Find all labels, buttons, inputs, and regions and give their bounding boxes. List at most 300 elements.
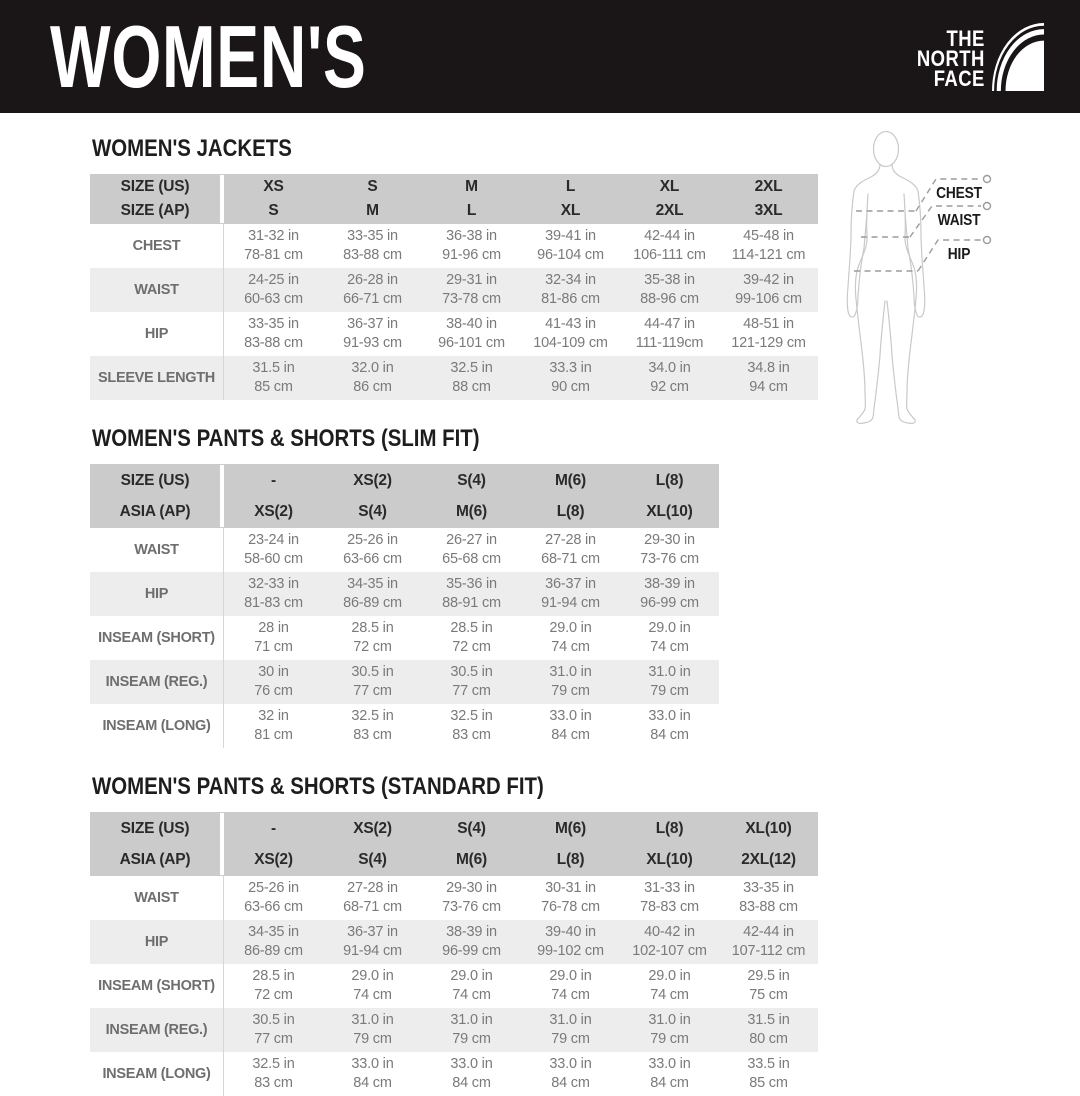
value-inches: 31-33 in [644,880,695,896]
value-cm: 91-96 cm [442,247,501,263]
measurement-cell [224,964,323,1008]
value-cm: 84 cm [551,1075,590,1091]
size-header-cell: XS(2) [353,820,392,837]
measurement-cell [422,1008,521,1052]
value-inches: 31.5 in [747,1012,790,1028]
measurement-cell [224,1052,323,1096]
size-header-cell: 2XL(12) [741,851,796,868]
value-cm: 81 cm [254,727,293,743]
value-cm: 88-96 cm [640,291,699,307]
value-cm: 92 cm [650,379,689,395]
value-inches: 36-37 in [347,924,398,940]
value-inches: 40-42 in [644,924,695,940]
row-label: INSEAM (SHORT) [90,616,224,660]
value-cm: 81-83 cm [244,595,303,611]
row-label: INSEAM (LONG) [90,1052,224,1096]
value-inches: 29.5 in [747,968,790,984]
value-inches: 31.0 in [648,1012,691,1028]
value-cm: 96-99 cm [442,943,501,959]
value-cm: 60-63 cm [244,291,303,307]
value-cm: 96-101 cm [438,335,505,351]
measurement-cell [323,268,422,312]
value-inches: 36-38 in [446,228,497,244]
table-title-slim-fit: WOMEN'S PANTS & SHORTS (SLIM FIT) [92,425,480,452]
measurement-cell [521,1008,620,1052]
table-title-jackets: WOMEN'S JACKETS [92,135,292,162]
measurement-cell [422,660,521,704]
value-inches: 35-38 in [644,272,695,288]
value-inches: 24-25 in [248,272,299,288]
value-inches: 33-35 in [248,316,299,332]
value-cm: 83-88 cm [343,247,402,263]
size-header-cell: L(8) [556,851,585,868]
measurement-cell [323,704,422,748]
measurement-cell [422,876,521,920]
measurement-cell [620,356,719,400]
measurement-cell [422,704,521,748]
size-header-cell: - [271,472,276,489]
size-header-cell: M [465,178,478,195]
slim-fit-size-table [90,464,719,748]
measurement-cell [521,1052,620,1096]
tables-column [90,113,830,1096]
measurement-cell [422,268,521,312]
size-header-cell: S(4) [358,503,387,520]
value-cm: 83 cm [254,1075,293,1091]
value-cm: 84 cm [551,727,590,743]
measurement-cell [521,224,620,268]
value-cm: 94 cm [749,379,788,395]
value-cm: 78-81 cm [244,247,303,263]
measurement-cell [620,312,719,356]
measurement-cell [323,224,422,268]
brand-word-the: THE [946,25,985,51]
measurement-cell [323,572,422,616]
size-header-cell: 2XL [754,178,783,195]
size-header-cell: XS(2) [254,851,293,868]
measurement-cell [620,528,719,572]
measurement-cell [422,224,521,268]
value-cm: 72 cm [452,639,491,655]
measurement-cell [521,572,620,616]
value-inches: 31.0 in [549,1012,592,1028]
measurement-cell [422,964,521,1008]
value-cm: 86-89 cm [343,595,402,611]
value-inches: 31.0 in [450,1012,493,1028]
table-header-row [90,844,818,875]
value-cm: 77 cm [452,683,491,699]
measurement-cell [620,1008,719,1052]
measurement-cell [224,268,323,312]
size-header-cell: M(6) [554,472,587,489]
measurement-cell [323,876,422,920]
measurement-cell [719,876,818,920]
value-inches: 30 in [258,664,289,680]
row-label: WAIST [90,268,224,312]
value-cm: 77 cm [254,1031,293,1047]
slim-fit-section [90,400,830,748]
measurement-cell [719,1008,818,1052]
header-row-label: SIZE (AP) [90,199,224,223]
table-row [90,224,818,268]
size-header-cell: XS(2) [254,503,293,520]
value-inches: 30-31 in [545,880,596,896]
measurement-cell [620,572,719,616]
table-header-row [90,496,719,527]
value-cm: 77 cm [353,683,392,699]
brand-wordmark [917,25,985,91]
value-inches: 28 in [258,620,289,636]
value-inches: 30.5 in [252,1012,295,1028]
value-cm: 73-76 cm [640,551,699,567]
measurement-cell [422,356,521,400]
size-header-cell: XL [659,178,680,195]
size-header-cell: S(4) [457,820,486,837]
value-cm: 79 cm [452,1031,491,1047]
value-cm: 85 cm [254,379,293,395]
measurement-cell [521,876,620,920]
value-inches: 45-48 in [743,228,794,244]
value-cm: 74 cm [551,639,590,655]
table-row [90,1052,818,1096]
value-cm: 58-60 cm [244,551,303,567]
value-cm: 79 cm [650,1031,689,1047]
leader-endpoints [984,176,991,244]
value-cm: 88-91 cm [442,595,501,611]
value-inches: 29.0 in [450,968,493,984]
measurement-cell [323,1052,422,1096]
value-cm: 66-71 cm [343,291,402,307]
value-cm: 79 cm [551,1031,590,1047]
value-inches: 34.0 in [648,360,691,376]
table-row [90,660,719,704]
value-cm: 74 cm [551,987,590,1003]
size-header-cell: XL [560,202,581,219]
table-row [90,572,719,616]
value-cm: 102-107 cm [632,943,707,959]
brand-word-north: NORTH [917,45,985,71]
value-inches: 33.3 in [549,360,592,376]
measurement-cell [620,704,719,748]
measurement-cell [224,224,323,268]
value-inches: 29-30 in [446,880,497,896]
table-row [90,268,818,312]
value-inches: 36-37 in [545,576,596,592]
size-header-cell: S(4) [457,472,486,489]
jackets-section [90,113,830,400]
measurement-cell [224,1008,323,1052]
measurement-cell [224,876,323,920]
value-inches: 27-28 in [347,880,398,896]
size-header-cell: L(8) [556,503,585,520]
size-header-cell: XL(10) [646,503,693,520]
size-header-cell: M [366,202,379,219]
measurement-cell [521,920,620,964]
size-header-cell: S [367,178,378,195]
row-label: INSEAM (SHORT) [90,964,224,1008]
measurement-cell [521,528,620,572]
value-inches: 30.5 in [351,664,394,680]
measurement-cell [521,964,620,1008]
value-inches: 35-36 in [446,576,497,592]
measurement-cell [719,964,818,1008]
value-cm: 74 cm [650,639,689,655]
hip-endpoint-dot [984,237,991,244]
value-inches: 42-44 in [743,924,794,940]
table-header [90,464,719,528]
table-header [90,812,818,876]
value-inches: 33.0 in [648,708,691,724]
value-cm: 83-88 cm [739,899,798,915]
table-row [90,1008,818,1052]
measurement-cell [323,312,422,356]
header-row-label: ASIA (AP) [90,844,224,875]
value-cm: 91-93 cm [343,335,402,351]
value-inches: 29.0 in [549,620,592,636]
table-header-row [90,465,719,496]
value-inches: 34.8 in [747,360,790,376]
value-inches: 28.5 in [252,968,295,984]
value-cm: 83 cm [452,727,491,743]
value-inches: 38-39 in [446,924,497,940]
standard-fit-size-table [90,812,818,1096]
table-header-row [90,813,818,844]
value-cm: 81-86 cm [541,291,600,307]
value-cm: 83-88 cm [244,335,303,351]
table-title-standard-fit: WOMEN'S PANTS & SHORTS (STANDARD FIT) [92,773,544,800]
size-header-cell: - [271,820,276,837]
value-cm: 84 cm [452,1075,491,1091]
value-inches: 29.0 in [549,968,592,984]
size-header-cell: 2XL [655,202,684,219]
size-header-cell: M(6) [554,820,587,837]
value-cm: 79 cm [650,683,689,699]
body-silhouette [838,123,1063,435]
value-inches: 25-26 in [347,532,398,548]
value-cm: 72 cm [254,987,293,1003]
value-inches: 33.0 in [549,708,592,724]
row-label: WAIST [90,528,224,572]
value-inches: 28.5 in [351,620,394,636]
measurement-cell [521,312,620,356]
size-header-cell: S [268,202,279,219]
measurement-cell [422,528,521,572]
measurement-cell [422,616,521,660]
row-label: HIP [90,572,224,616]
measurement-cell [521,356,620,400]
size-header-cell: M(6) [455,851,488,868]
value-cm: 79 cm [551,683,590,699]
value-cm: 80 cm [749,1031,788,1047]
measurement-cell [224,704,323,748]
value-cm: 78-83 cm [640,899,699,915]
banner [0,0,1080,113]
value-cm: 76-78 cm [541,899,600,915]
measurement-cell [719,224,818,268]
row-label: SLEEVE LENGTH [90,356,224,400]
value-inches: 31.0 in [351,1012,394,1028]
measurement-cell [620,268,719,312]
measurement-cell [422,572,521,616]
value-inches: 30.5 in [450,664,493,680]
size-header-cell: XL(10) [646,851,693,868]
value-inches: 29-31 in [446,272,497,288]
size-header-cell: S(4) [358,851,387,868]
row-label: INSEAM (REG.) [90,1008,224,1052]
measurement-cell [620,660,719,704]
page-title: WOMEN'S [50,7,367,106]
value-inches: 27-28 in [545,532,596,548]
measurement-figure [838,123,1063,435]
jackets-size-table [90,174,818,400]
value-cm: 74 cm [353,987,392,1003]
row-label: WAIST [90,876,224,920]
value-cm: 106-111 cm [633,247,706,263]
value-inches: 34-35 in [347,576,398,592]
value-inches: 41-43 in [545,316,596,332]
value-cm: 73-78 cm [442,291,501,307]
value-inches: 32.5 in [450,708,493,724]
value-inches: 28.5 in [450,620,493,636]
value-cm: 99-102 cm [537,943,604,959]
value-cm: 72 cm [353,639,392,655]
measurement-cell [224,528,323,572]
measurement-cell [422,1052,521,1096]
header-row-label: SIZE (US) [90,175,224,199]
value-cm: 88 cm [452,379,491,395]
value-cm: 65-68 cm [442,551,501,567]
value-inches: 32 in [258,708,289,724]
value-inches: 32.5 in [450,360,493,376]
figure-body-left [847,164,885,423]
measurement-cell [224,312,323,356]
figure-label-chest: CHEST [936,185,982,202]
measurement-cell [323,964,422,1008]
value-inches: 33-35 in [347,228,398,244]
value-cm: 73-76 cm [442,899,501,915]
figure-label-waist: WAIST [937,212,981,229]
value-inches: 39-41 in [545,228,596,244]
row-label: INSEAM (REG.) [90,660,224,704]
measurement-cell [323,528,422,572]
value-cm: 84 cm [650,1075,689,1091]
value-inches: 31-32 in [248,228,299,244]
value-cm: 63-66 cm [244,899,303,915]
measurement-cell [719,1052,818,1096]
value-inches: 31.0 in [549,664,592,680]
value-inches: 26-27 in [446,532,497,548]
size-header-cell: XL(10) [745,820,792,837]
size-header-cell: XS(2) [353,472,392,489]
measurement-cell [620,1052,719,1096]
value-cm: 104-109 cm [533,335,608,351]
measurement-cell [323,660,422,704]
value-inches: 33.0 in [549,1056,592,1072]
table-row [90,964,818,1008]
figure-body-right [887,164,925,423]
measurement-cell [224,920,323,964]
size-header-cell: XS [263,178,284,195]
row-label: HIP [90,312,224,356]
value-inches: 33.5 in [747,1056,790,1072]
size-header-cell: M(6) [455,503,488,520]
value-cm: 79 cm [353,1031,392,1047]
table-row [90,876,818,920]
value-inches: 31.5 in [252,360,295,376]
measurement-cell [323,1008,422,1052]
value-inches: 23-24 in [248,532,299,548]
value-cm: 75 cm [749,987,788,1003]
value-inches: 29-30 in [644,532,695,548]
value-cm: 96-99 cm [640,595,699,611]
measurement-cell [224,572,323,616]
figure-label-hip: HIP [947,246,971,263]
value-inches: 32-33 in [248,576,299,592]
value-cm: 99-106 cm [735,291,802,307]
value-cm: 84 cm [650,727,689,743]
row-label: HIP [90,920,224,964]
value-inches: 32.0 in [351,360,394,376]
value-inches: 33.0 in [648,1056,691,1072]
header-row-label: ASIA (AP) [90,496,224,527]
value-inches: 32-34 in [545,272,596,288]
value-cm: 86-89 cm [244,943,303,959]
value-cm: 71 cm [254,639,293,655]
figure-head [874,132,899,167]
table-row [90,528,719,572]
measurement-cell [422,312,521,356]
value-cm: 74 cm [452,987,491,1003]
measurement-cell [719,356,818,400]
measurement-cell [620,224,719,268]
table-row [90,312,818,356]
value-cm: 96-104 cm [537,247,604,263]
measurement-cell [521,660,620,704]
value-inches: 39-42 in [743,272,794,288]
table-row [90,920,818,964]
measurement-cell [323,356,422,400]
value-cm: 90 cm [551,379,590,395]
value-cm: 84 cm [353,1075,392,1091]
value-inches: 48-51 in [743,316,794,332]
value-inches: 33.0 in [450,1056,493,1072]
value-inches: 29.0 in [648,968,691,984]
value-inches: 42-44 in [644,228,695,244]
measurement-cell [719,312,818,356]
size-header-cell: L(8) [655,472,684,489]
measurement-cell [521,268,620,312]
value-cm: 74 cm [650,987,689,1003]
measurement-cell [620,616,719,660]
standard-fit-section [90,748,830,1096]
value-cm: 83 cm [353,727,392,743]
value-cm: 68-71 cm [541,551,600,567]
value-inches: 33-35 in [743,880,794,896]
value-inches: 25-26 in [248,880,299,896]
value-cm: 114-121 cm [731,247,806,263]
table-row [90,616,719,660]
measurement-cell [620,920,719,964]
measurement-cell [224,356,323,400]
size-header-cell: L [466,202,477,219]
value-cm: 85 cm [749,1075,788,1091]
waist-endpoint-dot [984,203,991,210]
value-cm: 121-129 cm [731,335,806,351]
row-label: CHEST [90,224,224,268]
value-inches: 29.0 in [648,620,691,636]
size-header-cell: L [565,178,576,195]
measurement-cell [620,876,719,920]
